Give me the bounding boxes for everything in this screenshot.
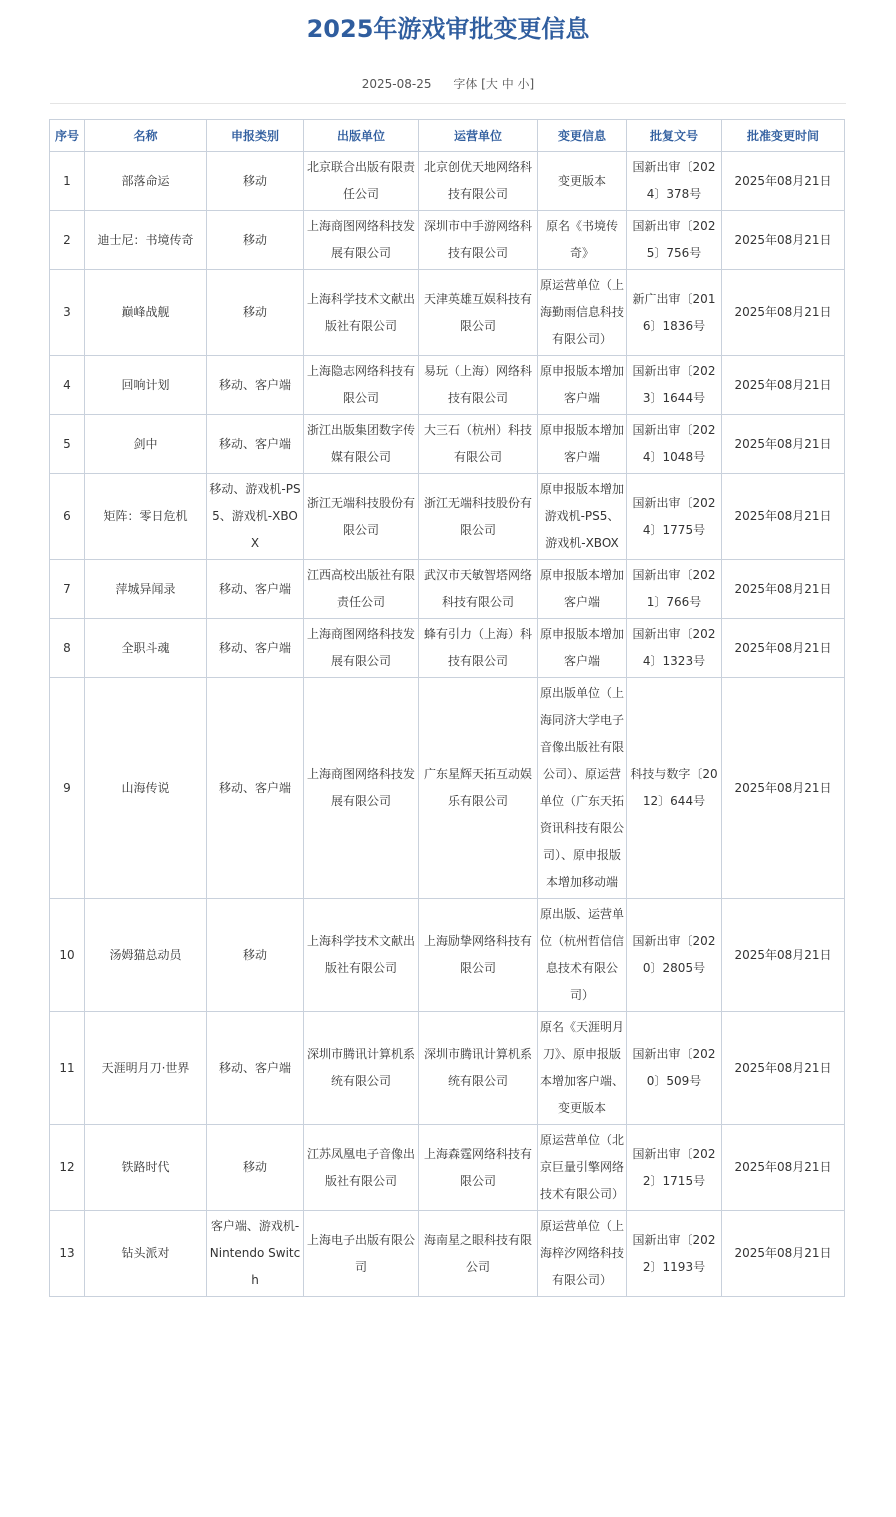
cell-approval-date: 2025年08月21日 [722, 1125, 845, 1211]
cell-index: 1 [50, 152, 85, 211]
cell-change-info: 原运营单位（北京巨量引擎网络技术有限公司） [538, 1125, 627, 1211]
header-name: 名称 [85, 120, 207, 152]
cell-index: 3 [50, 270, 85, 356]
cell-approval-number: 国新出审〔2020〕509号 [627, 1012, 722, 1125]
cell-category: 移动、客户端 [207, 560, 304, 619]
cell-category: 移动、客户端 [207, 415, 304, 474]
cell-change-info: 原名《书境传奇》 [538, 211, 627, 270]
cell-name: 山海传说 [85, 678, 207, 899]
cell-index: 8 [50, 619, 85, 678]
cell-approval-number: 国新出审〔2024〕378号 [627, 152, 722, 211]
cell-category: 移动 [207, 899, 304, 1012]
cell-operator: 上海励挚网络科技有限公司 [419, 899, 538, 1012]
cell-name: 矩阵：零日危机 [85, 474, 207, 560]
cell-index: 10 [50, 899, 85, 1012]
cell-change-info: 原出版、运营单位（杭州哲信信息技术有限公司） [538, 899, 627, 1012]
cell-approval-date: 2025年08月21日 [722, 1211, 845, 1297]
cell-approval-date: 2025年08月21日 [722, 678, 845, 899]
cell-name: 回响计划 [85, 356, 207, 415]
cell-approval-number: 国新出审〔2025〕756号 [627, 211, 722, 270]
cell-change-info: 原申报版本增加客户端 [538, 415, 627, 474]
table-row [50, 678, 845, 899]
header-change-info: 变更信息 [538, 120, 627, 152]
cell-approval-date: 2025年08月21日 [722, 619, 845, 678]
cell-name: 部落命运 [85, 152, 207, 211]
cell-name: 巅峰战舰 [85, 270, 207, 356]
cell-operator: 北京创优天地网络科技有限公司 [419, 152, 538, 211]
cell-index: 6 [50, 474, 85, 560]
header-index: 序号 [50, 120, 85, 152]
cell-category: 移动 [207, 1125, 304, 1211]
cell-index: 4 [50, 356, 85, 415]
table-row [50, 211, 845, 270]
table-row [50, 356, 845, 415]
cell-approval-number: 国新出审〔2024〕1775号 [627, 474, 722, 560]
cell-category: 移动、客户端 [207, 356, 304, 415]
cell-name: 汤姆猫总动员 [85, 899, 207, 1012]
cell-publisher: 上海科学技术文献出版社有限公司 [304, 899, 419, 1012]
cell-approval-number: 国新出审〔2024〕1048号 [627, 415, 722, 474]
cell-index: 9 [50, 678, 85, 899]
table-header-row [50, 120, 845, 152]
cell-name: 钻头派对 [85, 1211, 207, 1297]
cell-publisher: 北京联合出版有限责任公司 [304, 152, 419, 211]
cell-publisher: 江苏凤凰电子音像出版社有限公司 [304, 1125, 419, 1211]
cell-index: 7 [50, 560, 85, 619]
cell-name: 迪士尼：书境传奇 [85, 211, 207, 270]
cell-approval-number: 国新出审〔2023〕1644号 [627, 356, 722, 415]
cell-approval-date: 2025年08月21日 [722, 1012, 845, 1125]
cell-approval-date: 2025年08月21日 [722, 270, 845, 356]
cell-operator: 广东星辉天拓互动娱乐有限公司 [419, 678, 538, 899]
cell-category: 移动、客户端 [207, 678, 304, 899]
header-approval-date: 批准变更时间 [722, 120, 845, 152]
cell-category: 移动 [207, 270, 304, 356]
table-row [50, 560, 845, 619]
cell-operator: 深圳市腾讯计算机系统有限公司 [419, 1012, 538, 1125]
cell-approval-date: 2025年08月21日 [722, 356, 845, 415]
cell-approval-number: 新广出审〔2016〕1836号 [627, 270, 722, 356]
cell-category: 移动、客户端 [207, 619, 304, 678]
header-approval-number: 批复文号 [627, 120, 722, 152]
cell-operator: 上海森霆网络科技有限公司 [419, 1125, 538, 1211]
table-row [50, 619, 845, 678]
cell-approval-number: 国新出审〔2022〕1715号 [627, 1125, 722, 1211]
cell-approval-date: 2025年08月21日 [722, 560, 845, 619]
table-row [50, 1012, 845, 1125]
cell-publisher: 上海商图网络科技发展有限公司 [304, 211, 419, 270]
cell-index: 2 [50, 211, 85, 270]
header-operator: 运营单位 [419, 120, 538, 152]
cell-approval-date: 2025年08月21日 [722, 899, 845, 1012]
cell-index: 5 [50, 415, 85, 474]
page-title: 2025年游戏审批变更信息 [306, 15, 590, 43]
cell-publisher: 上海科学技术文献出版社有限公司 [304, 270, 419, 356]
table-row [50, 415, 845, 474]
cell-category: 移动 [207, 152, 304, 211]
divider [50, 103, 846, 104]
cell-change-info: 原运营单位（上海勤雨信息科技有限公司） [538, 270, 627, 356]
cell-operator: 深圳市中手游网络科技有限公司 [419, 211, 538, 270]
cell-change-info: 原出版单位（上海同济大学电子音像出版社有限公司）、原运营单位（广东天拓资讯科技有限公司）、原申报版本增加移动端 [538, 678, 627, 899]
table-row [50, 152, 845, 211]
cell-change-info: 原申报版本增加客户端 [538, 560, 627, 619]
cell-publisher: 上海隐志网络科技有限公司 [304, 356, 419, 415]
cell-index: 12 [50, 1125, 85, 1211]
cell-operator: 海南星之眼科技有限公司 [419, 1211, 538, 1297]
cell-change-info: 变更版本 [538, 152, 627, 211]
publish-date: 2025-08-25 [361, 77, 432, 91]
table-row [50, 899, 845, 1012]
cell-approval-number: 国新出审〔2024〕1323号 [627, 619, 722, 678]
cell-approval-date: 2025年08月21日 [722, 415, 845, 474]
font-small-button[interactable]: 小 [517, 77, 530, 91]
cell-publisher: 江西高校出版社有限责任公司 [304, 560, 419, 619]
approval-change-table [49, 119, 845, 1297]
header-category: 申报类别 [207, 120, 304, 152]
cell-category: 移动、客户端 [207, 1012, 304, 1125]
cell-change-info: 原申报版本增加游戏机-PS5、游戏机-XBOX [538, 474, 627, 560]
cell-category: 移动、游戏机-PS5、游戏机-XBOX [207, 474, 304, 560]
cell-approval-number: 国新出审〔2021〕766号 [627, 560, 722, 619]
cell-publisher: 上海商图网络科技发展有限公司 [304, 619, 419, 678]
cell-publisher: 上海商图网络科技发展有限公司 [304, 678, 419, 899]
cell-publisher: 浙江无端科技股份有限公司 [304, 474, 419, 560]
cell-name: 剑中 [85, 415, 207, 474]
cell-operator: 天津英雄互娱科技有限公司 [419, 270, 538, 356]
cell-operator: 武汉市天敏智塔网络科技有限公司 [419, 560, 538, 619]
cell-approval-number: 国新出审〔2022〕1193号 [627, 1211, 722, 1297]
table-row [50, 1125, 845, 1211]
cell-name: 全职斗魂 [85, 619, 207, 678]
cell-name: 天涯明月刀·世界 [85, 1012, 207, 1125]
cell-operator: 易玩（上海）网络科技有限公司 [419, 356, 538, 415]
font-size-label: 字体 [ [453, 77, 486, 91]
cell-operator: 浙江无端科技股份有限公司 [419, 474, 538, 560]
cell-publisher: 深圳市腾讯计算机系统有限公司 [304, 1012, 419, 1125]
font-medium-button[interactable]: 中 [501, 77, 514, 91]
cell-publisher: 浙江出版集团数字传媒有限公司 [304, 415, 419, 474]
cell-approval-date: 2025年08月21日 [722, 152, 845, 211]
header-publisher: 出版单位 [304, 120, 419, 152]
cell-approval-date: 2025年08月21日 [722, 211, 845, 270]
table-row [50, 1211, 845, 1297]
cell-category: 移动 [207, 211, 304, 270]
cell-approval-date: 2025年08月21日 [722, 474, 845, 560]
cell-name: 铁路时代 [85, 1125, 207, 1211]
cell-change-info: 原申报版本增加客户端 [538, 619, 627, 678]
cell-category: 客户端、游戏机-Nintendo Switch [207, 1211, 304, 1297]
cell-index: 11 [50, 1012, 85, 1125]
cell-operator: 大三石（杭州）科技有限公司 [419, 415, 538, 474]
table-row [50, 270, 845, 356]
cell-operator: 蜂有引力（上海）科技有限公司 [419, 619, 538, 678]
cell-publisher: 上海电子出版有限公司 [304, 1211, 419, 1297]
font-size-bracket: ] [529, 77, 535, 91]
cell-approval-number: 国新出审〔2020〕2805号 [627, 899, 722, 1012]
cell-change-info: 原运营单位（上海梓汐网络科技有限公司） [538, 1211, 627, 1297]
cell-index: 13 [50, 1211, 85, 1297]
cell-change-info: 原申报版本增加客户端 [538, 356, 627, 415]
table-row [50, 474, 845, 560]
cell-name: 萍城异闻录 [85, 560, 207, 619]
cell-change-info: 原名《天涯明月刀》、原申报版本增加客户端、变更版本 [538, 1012, 627, 1125]
font-large-button[interactable]: 大 [485, 77, 498, 91]
cell-approval-number: 科技与数字〔2012〕644号 [627, 678, 722, 899]
article-meta [0, 76, 896, 92]
